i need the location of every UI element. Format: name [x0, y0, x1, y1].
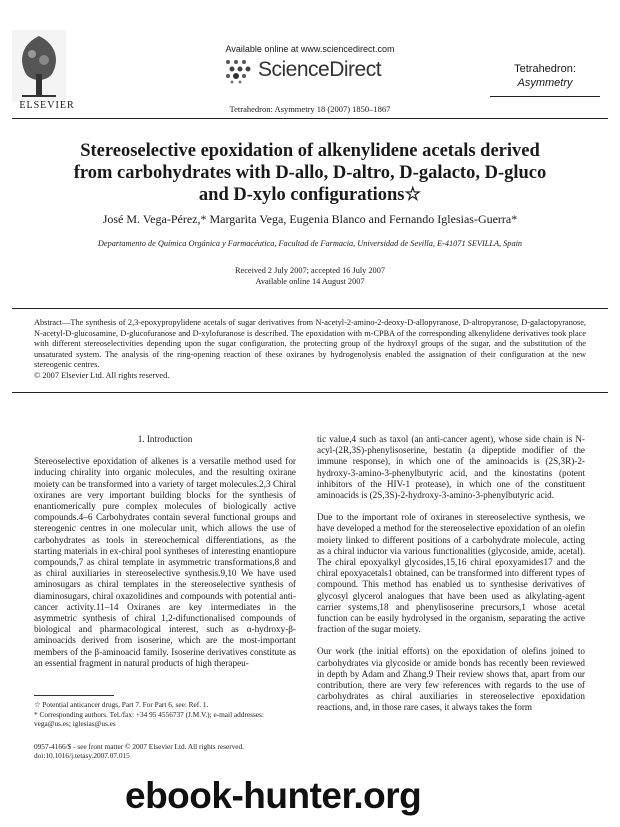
abstract-top-rule: [12, 308, 608, 309]
footnote-dedication: ☆ Potential anticancer drugs, Part 7. For Part 6, see: Ref. 1.: [34, 700, 209, 709]
journal-rule: [490, 96, 600, 97]
article-title: Stereoselective epoxidation of alkenylidene acetals derived from carbohydrates with D-allo, D-altro, D-galacto, D-gluco and D-xylo configurations☆: [73, 141, 547, 205]
section-heading: 1. Introduction: [137, 434, 193, 444]
elsevier-tree-logo: [12, 30, 66, 102]
header-rule: [12, 118, 608, 119]
available-online-text[interactable]: Available online at www.sciencedirect.com: [225, 44, 395, 54]
article-dates: Received 2 July 2007; accepted 16 July 2007 Available online 14 August 2007: [234, 266, 385, 286]
watermark-text: ebook-hunter.org: [125, 775, 422, 816]
abstract-bottom-rule: [12, 392, 608, 393]
paragraph: Our work (the initial efforts) on the epoxidation of olefins joined to carbohydrates via glycoside or amide bonds has recently been reviewed in depth by Adam and Zhang.9 Their review shows that, apart from our contribution, there are very few references with regards to the use of carbohydrates as chiral auxiliaries in stereoselective epoxidation reactions, and, in those rare cases, it always takes the form: [317, 646, 585, 713]
paragraph: tic value,4 such as taxol (an anti-cancer agent), whose side chain is N-acyl-(2R,3S)-phenylisoserine, bestatin (a dipeptide modifier of the immune response), in which one of the aminoacids is (2S,3R)-2-hydroxy-3-amino-3-phenylbutyric acid, and the kinostatins (potent inhibitors of the HIV-1 protease), in which one of the constituent aminoacids is (2S,3S)-2-hydroxy-3-amino-3-phenylbutyric acid.: [317, 434, 585, 501]
right-column: [317, 434, 585, 725]
footnote-rule: [34, 695, 114, 696]
author-affiliation: Departamento de Química Orgánica y Farmacéutica, Facultad de Farmacia, Universidad de Sevilla, E-41071 SEVILLA, Spain: [97, 239, 523, 248]
sciencedirect-logo: ScienceDirect: [258, 58, 382, 81]
left-column: [34, 434, 296, 680]
footnotes: [34, 700, 296, 729]
paragraph: Stereoselective epoxidation of alkenes is a versatile method used for inducing chirality into organic molecules, and the resulting oxirane moiety can be transformed into a variety of target molecules.2,3 Chiral oxiranes are very important building blocks for the synthesis of enantiomerically pure complex molecules of biologically active compounds.4–6 Carbohydrates contain several functional groups and stereogenic centres in one molecular unit, which allows the use of carbohydrates as tools in stereochemical differentiations, as the starting materials in ex-chiral pool syntheses of interesting enantiopure compounds,7 as chiral template in asymmetric transformations,8 and as chiral auxiliaries in stereoselective synthesis.9,10 We have used aminosugars as chiral templates in the stereoselective synthesis of diaminosugars, chiral oxazolidines and compounds with potential anti-cancer activity.11–14 Oxiranes are key intermediates in the asymmetric synthesis of chiral 1,2-difunctionalised compounds of biological and pharmacological interest, such as α-hydroxy-β-aminoacids derived from isoserine, which are the most-important members of the β-aminoacid family. Isoserine derivatives constitute as an essential fragment in natural products of high therapeu-: [34, 456, 296, 668]
doi-link[interactable]: doi:10.1016/j.tetasy.2007.07.015: [34, 751, 130, 761]
copyright-block: 0957-4166/$ - see front matter © 2007 Elsevier Ltd. All rights reserved. doi:10.1016/j.tetasy.2007.07.015: [34, 742, 334, 761]
sciencedirect-dots-icon: [222, 58, 256, 84]
journal-name: Tetrahedron: Asymmetry: [514, 63, 576, 89]
abstract: Abstract—The synthesis of 2,3-epoxypropylidene acetals of sugar derivatives from N-acetyl-2-amino-2-deoxy-D-allopyranose, D-altropyranose, D-galactopyranose, N-acetyl-D-glucosamine, D-glucofuranose and D-xylofuranose is described. The epoxidation with m-CPBA of the corresponding alkenylidene derivatives took place with different stereoselectivities depending upon the sugar configuration, the protecting group of the hydroxyl groups of the sugar, and the substitution of the unsaturated system. The analysis of the ring-opening reaction of these oxiranes by hydrogenolysis enabled the assignation of their configuration at the new stereogenic centres. © 2007 Elsevier Ltd. All rights reserved.: [34, 318, 586, 380]
journal-reference: Tetrahedron: Asymmetry 18 (2007) 1850–1867: [229, 104, 391, 114]
article-authors: José M. Vega-Pérez,* Margarita Vega, Eugenia Blanco and Fernando Iglesias-Guerra*: [102, 212, 518, 226]
paragraph: Due to the important role of oxiranes in stereoselective synthesis, we have developed a method for the stereoselective epoxidation of an olefin moiety linked to different positions of a carbohydrate molecule, acting as a chiral inductor via various functionalities (glycoside, amide, acetal). The chiral epoxyalkyl glycosides,15,16 chiral epoxyamides17 and the chiral epoxyacetals1 obtained, can be transformed into different types of compound. This method has enabled us to synthesise derivatives of glycosyl glycerol analogues that have been used as alkylating-agent carrier systems,18 and phenylisoserine precursors,1 whose acetal function can be easily hydrolysed in the organism, separating the active fraction of the sugar moiety.: [317, 512, 585, 635]
publisher-name: ELSEVIER: [19, 100, 75, 111]
footnote-corresponding[interactable]: * Corresponding authors. Tel./fax: +34 95 4556737 (J.M.V.); e-mail addresses: vega@us.es; iglesias@us.es: [34, 709, 264, 728]
